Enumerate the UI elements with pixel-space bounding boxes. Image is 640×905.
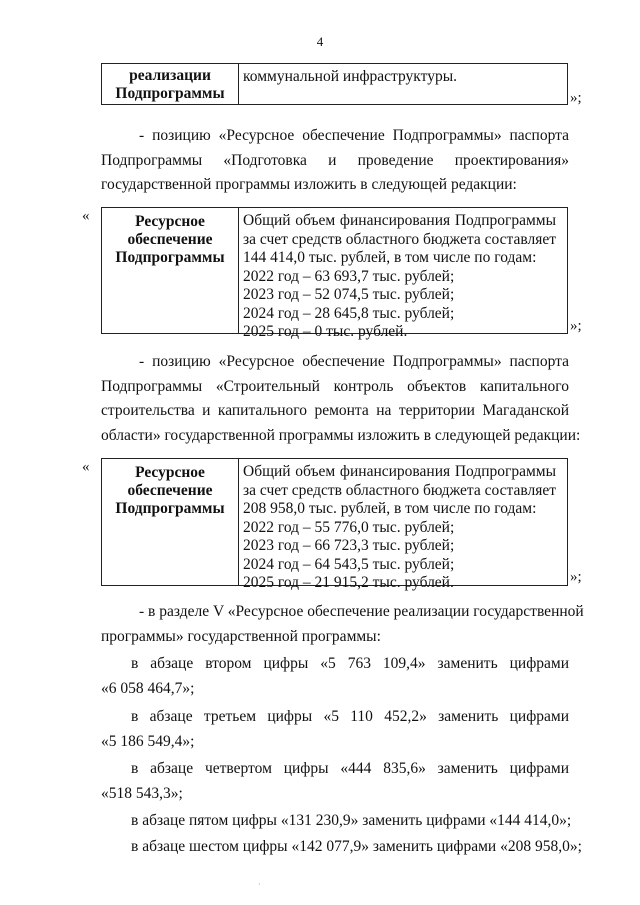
- item-line: в абзаце третьем цифры «5 110 452,2» заменить цифрами: [131, 708, 569, 725]
- item-line: «518 543,3»;: [101, 784, 183, 802]
- table-left-cell: [102, 459, 239, 585]
- table-right-cell: [239, 64, 461, 104]
- left-cell-line: Подпрограммы: [115, 500, 225, 517]
- right-cell-line: за счет средств областного бюджета составляет: [243, 230, 557, 248]
- right-cell-line: 2024 год – 64 543,5 тыс. рублей;: [243, 555, 455, 573]
- list-item: [101, 809, 572, 834]
- right-cell-line: Общий объем финансирования Подпрограммы: [243, 463, 557, 480]
- right-cell-line: 2023 год – 52 074,5 тыс. рублей;: [243, 286, 455, 303]
- paragraph-section-v: [101, 600, 584, 649]
- item-line: в абзаце шестом цифры «142 077,9» заменить цифрами «208 958,0»;: [131, 838, 582, 855]
- left-cell-line: Подпрограммы: [115, 249, 225, 266]
- paragraph-subprogram-control: [101, 350, 581, 448]
- right-cell-line: 2024 год – 28 645,8 тыс. рублей;: [243, 304, 455, 322]
- list-item: [101, 835, 582, 860]
- paragraph-line: - позицию «Ресурсное обеспечение Подпрограммы» паспорта: [139, 353, 569, 370]
- list-item: [101, 757, 569, 806]
- list-item: [101, 652, 569, 701]
- left-cell-line: обеспечение: [127, 482, 213, 499]
- opening-quote: «: [82, 459, 90, 475]
- right-cell-line: 2022 год – 55 776,0 тыс. рублей;: [243, 518, 455, 536]
- item-line: в абзаце пятом цифры «131 230,9» заменить цифрами «144 414,0»;: [131, 812, 572, 829]
- left-cell-line: обеспечение: [127, 231, 213, 248]
- left-cell-line: Ресурсное: [135, 464, 205, 481]
- right-cell-line: 2025 год – 0 тыс. рублей.: [243, 323, 408, 340]
- table-right-cell: [239, 208, 560, 340]
- item-line: в абзаце втором цифры «5 763 109,4» заменить цифрами: [131, 655, 569, 672]
- list-item: [101, 705, 569, 754]
- table-left-cell: [102, 64, 239, 104]
- right-cell-line: 2022 год – 63 693,7 тыс. рублей;: [243, 267, 455, 285]
- right-cell-line: Общий объем финансирования Подпрограммы: [243, 212, 557, 229]
- table-resource-design: [101, 207, 568, 340]
- paragraph-line: программы» государственной программы:: [101, 627, 381, 645]
- scan-dot: ·: [258, 880, 261, 889]
- closing-quote: »;: [570, 318, 582, 334]
- left-cell-line: Ресурсное: [135, 213, 205, 230]
- paragraph-subprogram-design: [101, 124, 569, 198]
- closing-quote: »;: [570, 90, 582, 106]
- table-left-cell: [102, 208, 239, 333]
- page-number: 4: [316, 34, 324, 49]
- table-continuation: [101, 63, 568, 105]
- right-cell-line: 2025 год – 21 915,2 тыс. рублей.: [243, 574, 454, 591]
- paragraph-line: области» государственной программы изложить в следующей редакции:: [101, 426, 581, 444]
- right-cell-line: 208 958,0 тыс. рублей, в том числе по годам:: [243, 500, 537, 517]
- paragraph-line: - в разделе V «Ресурсное обеспечение реализации государственной: [139, 603, 584, 620]
- left-cell-line: Подпрограммы: [115, 85, 225, 102]
- paragraph-line: государственной программы изложить в следующей редакции:: [101, 176, 517, 193]
- paragraph-line: Подпрограммы «Подготовка и проведение проектирования»: [101, 151, 569, 169]
- closing-quote: »;: [570, 569, 582, 585]
- right-cell-line: 144 414,0 тыс. рублей, в том числе по годам:: [243, 249, 537, 266]
- paragraph-line: строительства и капитального ремонта на территории Магаданской: [101, 402, 569, 419]
- item-line: в абзаце четвертом цифры «444 835,6» заменить цифрами: [131, 760, 569, 777]
- table-resource-control: [101, 458, 568, 591]
- item-line: «6 058 464,7»;: [101, 679, 195, 697]
- right-cell-line: 2023 год – 66 723,3 тыс. рублей;: [243, 537, 455, 554]
- opening-quote: «: [82, 208, 90, 224]
- item-line: «5 186 549,4»;: [101, 732, 195, 750]
- paragraph-line: Подпрограммы «Строительный контроль объектов капитального: [101, 377, 569, 395]
- right-cell-line: за счет средств областного бюджета составляет: [243, 481, 557, 499]
- table-right-cell: [239, 459, 560, 591]
- left-cell-line: реализации: [129, 67, 211, 84]
- paragraph-line: - позицию «Ресурсное обеспечение Подпрограммы» паспорта: [139, 127, 569, 144]
- right-cell-line: коммунальной инфраструктуры.: [243, 68, 457, 85]
